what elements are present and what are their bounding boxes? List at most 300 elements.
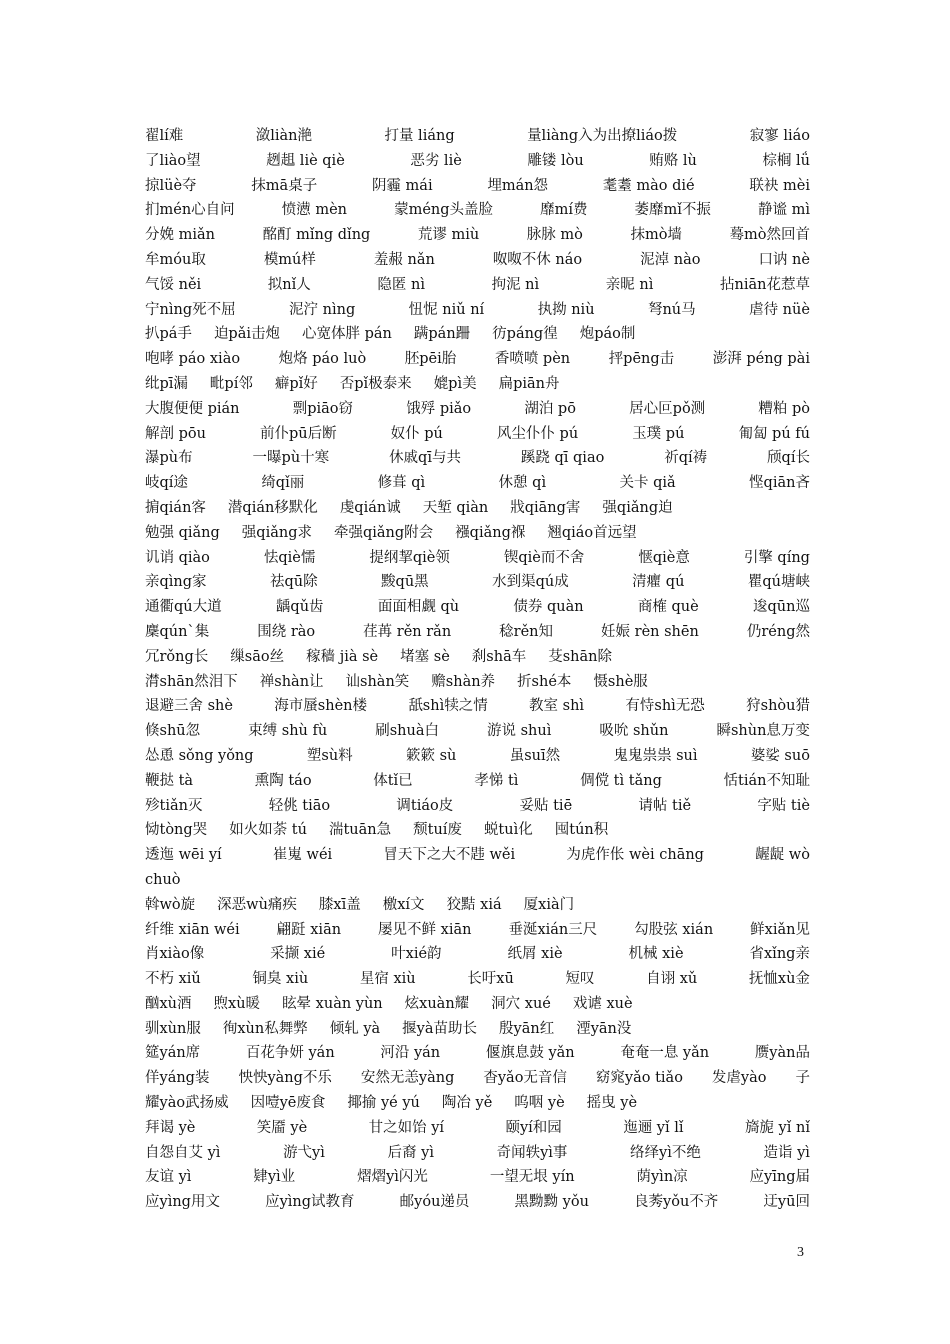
word-entry: 应yìng用文 <box>145 1194 220 1211</box>
word-entry: 量liàng入为出撩liáo拨 <box>527 128 678 144</box>
word-entry: 迤逦 yǐ lǐ <box>623 1119 684 1136</box>
word-entry: 强qiǎng求 <box>241 524 312 541</box>
word-entry: 讪shàn笑 <box>345 673 410 690</box>
word-entry: 厦xià门 <box>523 896 575 913</box>
word-entry: 癖pǐ好 <box>274 375 318 392</box>
word-entry: 毗pí邻 <box>209 375 253 392</box>
word-entry: 络绎yì不绝 <box>630 1144 701 1161</box>
word-entry: 囤tún积 <box>554 822 609 839</box>
word-entry: 机械 xiè <box>628 946 684 963</box>
word-entry: 蒙méng头盖脸 <box>394 202 494 219</box>
word-entry: 蹒pán跚 <box>413 326 471 343</box>
word-entry: 星宿 xiù <box>359 971 416 988</box>
word-entry: 退避三舍 shè <box>145 698 233 715</box>
word-entry: 关卡 qiǎ <box>619 475 676 492</box>
word-entry: 陶冶 yě <box>441 1095 493 1112</box>
word-entry: 轻佻 tiāo <box>268 797 331 814</box>
text-line <box>145 794 810 819</box>
word-entry: 稔rěn知 <box>499 623 554 640</box>
word-entry: 扁piān舟 <box>498 375 560 392</box>
word-entry: 龌龊 wò <box>755 847 810 864</box>
word-entry: 旖旎 yǐ nǐ <box>744 1119 810 1136</box>
text-line <box>145 1116 810 1141</box>
word-entry: 省xǐng亲 <box>749 946 810 963</box>
text-line <box>145 149 810 174</box>
word-entry: 胚pēi胎 <box>404 351 457 368</box>
word-entry: 偃旗息鼓 yǎn <box>485 1045 575 1062</box>
word-entry: 面面相觑 qù <box>377 599 460 616</box>
word-entry: 心宽体胖 pán <box>302 326 392 343</box>
word-entry: 翘qiáo首远望 <box>547 524 637 541</box>
text-line <box>145 1017 810 1042</box>
word-entry: 恸tòng哭 <box>145 822 208 839</box>
text-line <box>145 694 810 719</box>
word-entry: 瀑pù布 <box>145 450 193 467</box>
text-line <box>145 843 810 868</box>
text-line <box>145 422 810 447</box>
word-entry: 修葺 qì <box>377 475 426 492</box>
word-entry: 媲pì美 <box>433 375 477 392</box>
word-entry: 迂yū回 <box>763 1194 810 1211</box>
word-entry: 祛qū除 <box>269 574 318 591</box>
word-entry: 不朽 xiǔ <box>145 971 201 988</box>
word-entry: 翩跹 xiān <box>276 921 342 938</box>
word-entry: 海市蜃shèn楼 <box>274 698 367 715</box>
word-entry: 泥淖 nào <box>640 251 701 268</box>
word-entry: 埋mán怨 <box>487 177 549 194</box>
word-entry: 瞬shùn息万变 <box>716 723 810 740</box>
word-entry: 气馁 něi <box>145 276 202 293</box>
text-line <box>145 273 810 298</box>
word-entry: 耀yào武扬威 <box>145 1095 229 1112</box>
word-entry: 怂恿 sǒng yǒng <box>145 747 254 764</box>
word-entry: 蹊跷 qī qiao <box>520 450 605 467</box>
word-entry: 襁qiǎng褓 <box>455 524 526 541</box>
word-entry: 颐yí和园 <box>505 1119 562 1136</box>
text-line <box>145 1066 810 1091</box>
text-line <box>145 769 810 794</box>
word-entry: chuò <box>145 871 181 888</box>
word-entry: 绮qǐ丽 <box>261 475 305 492</box>
word-entry: 倾轧 yà <box>329 1020 381 1037</box>
word-entry: 稼穑 jià sè <box>306 648 379 665</box>
word-entry: 怏怏yàng不乐 <box>238 1070 332 1087</box>
word-entry: 折shé本 <box>517 673 572 690</box>
text-line <box>145 893 810 918</box>
word-entry: 炮烙 páo luò <box>278 351 367 368</box>
word-entry: 强qiǎng迫 <box>602 499 673 516</box>
word-entry: 打量 liáng <box>384 128 455 144</box>
word-entry: 吸吮 shǔn <box>599 723 669 740</box>
text-line <box>145 967 810 992</box>
word-entry: 仍réng然 <box>746 623 810 640</box>
word-entry: 鞭挞 tà <box>145 772 194 789</box>
word-entry: 窈窕yǎo tiǎo <box>595 1070 683 1087</box>
word-entry: 慑shè服 <box>593 673 648 690</box>
word-entry: 迫pǎi击炮 <box>213 326 281 343</box>
word-entry: 剽piāo窃 <box>292 400 354 417</box>
word-entry: 游弋yì <box>283 1144 325 1161</box>
word-entry: 赝yàn品 <box>754 1045 810 1062</box>
word-entry: 冗rǒng长 <box>145 648 209 665</box>
word-entry: 糟粕 pò <box>758 400 810 417</box>
word-entry: 潜qián移默化 <box>227 499 318 516</box>
text-line <box>145 868 810 893</box>
word-entry: 虔qián诚 <box>339 499 401 516</box>
text-line <box>145 670 810 695</box>
word-entry: 崔嵬 wéi <box>272 847 333 864</box>
text-line <box>145 198 810 223</box>
word-entry: 塑sù料 <box>306 747 353 764</box>
text-line <box>145 446 810 471</box>
word-entry: 恶劣 liè <box>410 152 462 169</box>
word-entry: 应yīng届 <box>749 1169 810 1186</box>
word-entry: 清癯 qú <box>632 574 685 591</box>
word-entry: 殷yān红 <box>499 1020 555 1037</box>
text-line <box>145 570 810 595</box>
word-entry: 愤懑 mèn <box>281 202 348 219</box>
word-entry: 抨pēng击 <box>608 351 675 368</box>
word-entry: 勾股弦 xián <box>634 921 714 938</box>
text-line <box>145 322 810 347</box>
word-entry: 拜谒 yè <box>145 1119 196 1136</box>
word-entry: 休憩 qì <box>498 475 547 492</box>
word-entry: 子 <box>795 1070 810 1087</box>
word-entry: 蓦mò然回首 <box>729 227 810 244</box>
word-entry: 蜕tuì化 <box>483 822 533 839</box>
text-line <box>145 124 810 149</box>
text-line <box>145 347 810 372</box>
word-entry: 如火如荼 tú <box>229 822 307 839</box>
text-line <box>145 1091 810 1116</box>
word-entry: 麇qún`集 <box>145 623 210 640</box>
word-entry: 围绕 rào <box>257 623 316 640</box>
word-entry: 玉璞 pú <box>632 425 685 442</box>
text-line <box>145 223 810 248</box>
word-entry: 怯qiè懦 <box>263 549 316 566</box>
word-entry: 肄yì业 <box>253 1169 296 1186</box>
word-entry: 眩晕 xuàn yùn <box>282 995 383 1012</box>
word-entry: 倜傥 tì tǎng <box>580 772 662 789</box>
word-entry: 檄xí文 <box>382 896 425 913</box>
word-entry: 奇闻轶yì事 <box>496 1144 568 1161</box>
word-entry: 叶xié韵 <box>391 946 442 963</box>
text-line <box>145 546 810 571</box>
word-entry: 河沿 yán <box>380 1045 441 1062</box>
text-line <box>145 719 810 744</box>
word-entry: 萎靡mǐ不振 <box>634 202 711 219</box>
word-entry: 酩酊 mǐng dǐng <box>262 227 371 244</box>
word-entry: 舐shì犊之情 <box>408 698 488 715</box>
word-entry: 长吁xū <box>467 971 514 988</box>
word-entry: 纤维 xiān wéi <box>145 921 240 938</box>
word-entry: 颓tuí废 <box>413 822 462 839</box>
text-line <box>145 645 810 670</box>
word-entry: 妊娠 rèn shēn <box>601 623 699 640</box>
word-entry: 赡shàn养 <box>431 673 496 690</box>
word-entry: 联袂 mèi <box>749 177 810 194</box>
word-entry: 教室 shì <box>529 698 585 715</box>
word-entry: 堵塞 sè <box>400 648 450 665</box>
text-line <box>145 471 810 496</box>
word-entry: 抹mā桌子 <box>251 177 318 194</box>
word-entry: 肖xiào像 <box>145 946 205 963</box>
word-entry: 安然无恙yàng <box>360 1070 455 1087</box>
word-entry: 黢qū黑 <box>381 574 429 591</box>
word-entry: 亲昵 nì <box>605 276 654 293</box>
word-entry: 解剖 pōu <box>145 425 206 442</box>
word-entry: 亲qìng家 <box>145 574 207 591</box>
word-entry: 澎湃 péng pài <box>712 351 810 368</box>
word-entry: 趔趄 liè qiè <box>266 152 345 169</box>
word-entry: 扒pá手 <box>145 326 192 343</box>
word-entry: 煦xù暖 <box>213 995 261 1012</box>
word-entry: 雕镂 lòu <box>527 152 584 169</box>
text-line <box>145 1190 810 1215</box>
word-entry: 恬tián不知耻 <box>723 772 810 789</box>
word-entry: 刹shā车 <box>471 648 527 665</box>
word-entry: 黑黝黝 yǒu <box>514 1194 589 1211</box>
word-entry: 天堑 qiàn <box>422 499 489 516</box>
text-line <box>145 397 810 422</box>
word-entry: 刷shuà白 <box>375 723 439 740</box>
word-entry: 彷páng徨 <box>492 326 558 343</box>
word-entry: 泥泞 nìng <box>289 301 356 318</box>
word-entry: 拟nǐ人 <box>267 276 311 293</box>
word-entry: 寂寥 liáo <box>749 128 810 144</box>
word-entry: 湍tuān急 <box>328 822 392 839</box>
word-entry: 禅shàn让 <box>259 673 324 690</box>
word-entry: 逡qūn巡 <box>753 599 810 616</box>
word-entry: 前仆pū后断 <box>260 425 337 442</box>
word-entry: 水到渠qú成 <box>492 574 569 591</box>
word-entry: 熠熠yì闪光 <box>357 1169 428 1186</box>
text-line <box>145 595 810 620</box>
word-entry: 荒谬 miù <box>417 227 480 244</box>
word-entry: 虽suī然 <box>509 747 561 764</box>
word-entry: 狡黠 xiá <box>446 896 502 913</box>
word-entry: 游说 shuì <box>486 723 552 740</box>
word-entry: 祈qí祷 <box>664 450 708 467</box>
word-entry: 贿赂 lù <box>649 152 697 169</box>
word-entry: 体tǐ已 <box>373 772 413 789</box>
word-entry: 徇xùn私舞弊 <box>222 1020 308 1037</box>
word-entry: 邮yóu递员 <box>399 1194 470 1211</box>
word-entry: 牟móu取 <box>145 251 206 268</box>
word-entry: 荏苒 rěn rǎn <box>363 623 452 640</box>
text-line <box>145 620 810 645</box>
text-line <box>145 992 810 1017</box>
word-entry: 牵强qiǎng附会 <box>333 524 434 541</box>
word-entry: 了liào望 <box>145 152 201 169</box>
word-entry: 倏shū忽 <box>145 723 201 740</box>
word-entry: 宁nìng死不屈 <box>145 301 236 318</box>
word-entry: 耄耋 mào dié <box>602 177 695 194</box>
word-entry: 瞿qú塘峡 <box>747 574 810 591</box>
word-entry: 口讷 nè <box>758 251 810 268</box>
pinyin-word-list <box>145 124 810 1215</box>
word-entry: 自诩 xǔ <box>646 971 698 988</box>
word-entry: 应yìng试教育 <box>265 1194 355 1211</box>
word-entry: 匍匐 pú fú <box>738 425 810 442</box>
text-line <box>145 496 810 521</box>
word-entry: 弩nú马 <box>647 301 696 318</box>
word-entry: 字贴 tiè <box>757 797 810 814</box>
word-entry: 筵yán席 <box>145 1045 201 1062</box>
word-entry: 后裔 yì <box>387 1144 434 1161</box>
text-line <box>145 1041 810 1066</box>
word-entry: 发虐yào <box>711 1070 767 1087</box>
word-entry: 岐qí途 <box>145 475 188 492</box>
word-entry: 否pǐ极泰来 <box>339 375 412 392</box>
word-entry: 执拗 niù <box>537 301 595 318</box>
word-entry: 为虎作伥 wèi chāng <box>566 847 704 864</box>
word-entry: 隐匿 nì <box>377 276 425 293</box>
word-entry: 拘泥 nì <box>491 276 540 293</box>
word-entry: 讥诮 qiào <box>145 549 210 566</box>
word-entry: 友谊 yì <box>145 1169 192 1186</box>
text-line <box>145 918 810 943</box>
word-entry: 炮páo制 <box>579 326 636 343</box>
word-entry: 芟shān除 <box>548 648 612 665</box>
word-entry: 一曝pù十寒 <box>252 450 330 467</box>
text-line <box>145 372 810 397</box>
word-entry: 揠yà苗助长 <box>402 1020 478 1037</box>
text-line <box>145 942 810 967</box>
word-entry: 戕qiāng害 <box>510 499 581 516</box>
word-entry: 引擎 qíng <box>743 549 810 566</box>
word-entry: 婆娑 suō <box>750 747 810 764</box>
word-entry: 债券 quàn <box>513 599 584 616</box>
word-entry: 荫yìn凉 <box>636 1169 688 1186</box>
word-entry: 棕榈 lǘ <box>762 152 810 169</box>
word-entry: 大腹便便 pián <box>145 400 240 417</box>
word-entry: 抚恤xù金 <box>748 971 810 988</box>
word-entry: 湖泊 pō <box>524 400 576 417</box>
word-entry: 杳yǎo无音信 <box>483 1070 567 1087</box>
word-entry: 休戚qī与共 <box>389 450 461 467</box>
word-entry: 脉脉 mò <box>526 227 583 244</box>
word-entry: 香喷喷 pèn <box>494 351 571 368</box>
word-entry: 靡mí费 <box>540 202 588 219</box>
word-entry: 炫xuàn耀 <box>404 995 470 1012</box>
word-entry: 熏陶 táo <box>254 772 312 789</box>
word-entry: 羞赧 nǎn <box>373 251 435 268</box>
word-entry: 笑靥 yè <box>256 1119 308 1136</box>
word-entry: 殄tiǎn灭 <box>145 797 203 814</box>
word-entry: 惬qiè意 <box>638 549 690 566</box>
word-entry: 咆哮 páo xiào <box>145 351 241 368</box>
word-entry: 摇曳 yè <box>586 1095 638 1112</box>
word-entry: 采撷 xié <box>270 946 326 963</box>
word-entry: 扪mén心自问 <box>145 202 235 219</box>
word-entry: 悭qiān吝 <box>749 475 810 492</box>
word-entry: 斡wò旋 <box>145 896 196 913</box>
text-line <box>145 1165 810 1190</box>
word-entry: 翟lí难 <box>145 128 184 144</box>
word-entry: 请帖 tiě <box>638 797 692 814</box>
text-line <box>145 248 810 273</box>
word-entry: 戏谑 xuè <box>572 995 633 1012</box>
word-entry: 因噎yē废食 <box>250 1095 326 1112</box>
word-entry: 居心叵pǒ测 <box>629 400 706 417</box>
word-entry: 纰pī漏 <box>145 375 188 392</box>
word-entry: 束缚 shù fù <box>248 723 328 740</box>
word-entry: 锲qiè而不舍 <box>503 549 585 566</box>
text-line <box>145 1141 810 1166</box>
word-entry: 造诣 yì <box>763 1144 810 1161</box>
word-entry: 良莠yǒu不齐 <box>634 1194 719 1211</box>
word-entry: 通衢qú大道 <box>145 599 222 616</box>
word-entry: 勉强 qiǎng <box>145 524 220 541</box>
word-entry: 酗xù酒 <box>145 995 192 1012</box>
word-entry: 调tiáo皮 <box>396 797 454 814</box>
word-entry: 抹mò墙 <box>630 227 682 244</box>
word-entry: 虐待 nüè <box>749 301 810 318</box>
word-entry: 颀qí长 <box>767 450 810 467</box>
word-entry: 拈niān花惹草 <box>719 276 810 293</box>
word-entry: 奄奄一息 yǎn <box>620 1045 710 1062</box>
word-entry: 自怨自艾 yì <box>145 1144 221 1161</box>
word-entry: 佯yáng装 <box>145 1070 210 1087</box>
word-entry: 鬼鬼祟祟 suì <box>613 747 698 764</box>
word-entry: 饿殍 piǎo <box>406 400 472 417</box>
word-entry: 呜咽 yè <box>514 1095 565 1112</box>
word-entry: 商榷 què <box>637 599 699 616</box>
word-entry: 冒天下之大不韪 wěi <box>383 847 516 864</box>
word-entry: 甘之如饴 yí <box>368 1119 445 1136</box>
text-line <box>145 174 810 199</box>
word-entry: 忸怩 niǔ ní <box>408 301 485 318</box>
word-entry: 静谧 mì <box>758 202 810 219</box>
word-entry: 纸屑 xiè <box>507 946 563 963</box>
word-entry: 鲜xiǎn见 <box>750 921 810 938</box>
word-entry: 垂涎xián三尺 <box>508 921 598 938</box>
word-entry: 掠lüè夺 <box>145 177 197 194</box>
word-entry: 驯xùn服 <box>145 1020 201 1037</box>
word-entry: 龋qǔ齿 <box>275 599 324 616</box>
text-line <box>145 298 810 323</box>
word-entry: 屡见不鲜 xiān <box>378 921 472 938</box>
text-line <box>145 744 810 769</box>
word-entry: 膝xī盖 <box>318 896 361 913</box>
word-entry: 呶呶不休 náo <box>492 251 583 268</box>
word-entry: 提纲挈qiè领 <box>369 549 450 566</box>
word-entry: 掮qián客 <box>145 499 206 516</box>
word-entry: 洞穴 xué <box>491 995 551 1012</box>
word-entry: 百花争妍 yán <box>245 1045 335 1062</box>
word-entry: 潸shān然泪下 <box>145 673 238 690</box>
word-entry: 深恶wù痛疾 <box>217 896 297 913</box>
word-entry: 湮yān没 <box>576 1020 632 1037</box>
word-entry: 阴霾 mái <box>371 177 433 194</box>
word-entry: 透迤 wēi yí <box>145 847 222 864</box>
word-entry: 有恃shì无恐 <box>625 698 705 715</box>
word-entry: 铜臭 xiù <box>252 971 309 988</box>
word-entry: 模mú样 <box>263 251 316 268</box>
word-entry: 短叹 <box>565 971 595 988</box>
word-entry: 分娩 miǎn <box>145 227 215 244</box>
word-entry: 簌簌 sù <box>406 747 457 764</box>
word-entry: 潋liàn滟 <box>255 128 312 144</box>
word-entry: 妥贴 tiē <box>519 797 573 814</box>
word-entry: 揶揄 yé yú <box>347 1095 420 1112</box>
page-number: 3 <box>797 1245 804 1260</box>
text-line <box>145 521 810 546</box>
text-line <box>145 818 810 843</box>
word-entry: 缫sāo丝 <box>230 648 285 665</box>
word-entry: 狩shòu猎 <box>746 698 810 715</box>
